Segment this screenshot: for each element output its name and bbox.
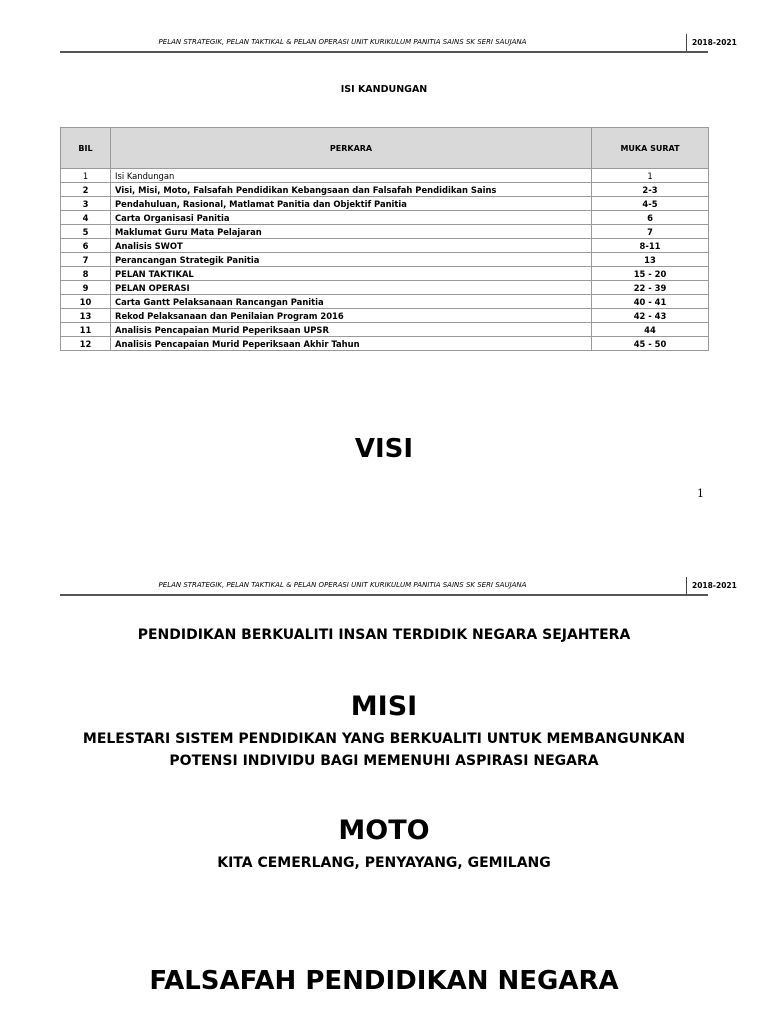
toc-cell-muka-surat: 44	[592, 323, 709, 337]
toc-cell-muka-surat: 13	[592, 253, 709, 267]
toc-cell-perkara: Pendahuluan, Rasional, Matlamat Panitia dan Objektif Panitia	[111, 197, 592, 211]
header-title: PELAN STRATEGIK, PELAN TAKTIKAL & PELAN OPERASI UNIT KURIKULUM PANITIA SAINS SK SERI SAUJANA	[158, 38, 527, 46]
toc-cell-bil: 13	[61, 309, 111, 323]
toc-cell-perkara: Perancangan Strategik Panitia	[111, 253, 592, 267]
toc-cell-muka-surat: 2-3	[592, 183, 709, 197]
toc-row	[61, 309, 709, 323]
toc-cell-bil: 6	[61, 239, 111, 253]
moto-text: KITA CEMERLANG, PENYAYANG, GEMILANG	[217, 855, 551, 871]
header-divider	[686, 577, 687, 595]
toc-cell-muka-surat: 1	[592, 169, 709, 183]
toc-cell-bil: 12	[61, 337, 111, 351]
toc-cell-bil: 7	[61, 253, 111, 267]
toc-title: ISI KANDUNGAN	[340, 84, 428, 95]
toc-cell-perkara: Maklumat Guru Mata Pelajaran	[111, 225, 592, 239]
toc-cell-muka-surat: 6	[592, 211, 709, 225]
visi-heading: VISI	[354, 434, 414, 464]
toc-cell-perkara: Visi, Misi, Moto, Falsafah Pendidikan Kebangsaan dan Falsafah Pendidikan Sains	[111, 183, 592, 197]
toc-row	[61, 225, 709, 239]
toc-row	[61, 183, 709, 197]
toc-header-bil: BIL	[61, 128, 111, 169]
toc-cell-perkara: PELAN OPERASI	[111, 281, 592, 295]
toc-table	[60, 127, 709, 351]
toc-cell-muka-surat: 22 - 39	[592, 281, 709, 295]
header-rule	[60, 594, 708, 596]
toc-row	[61, 239, 709, 253]
toc-cell-perkara: Rekod Pelaksanaan dan Penilaian Program 2016	[111, 309, 592, 323]
falsafah-heading: FALSAFAH PENDIDIKAN NEGARA	[149, 966, 619, 996]
misi-text-line-2: POTENSI INDIVIDU BAGI MEMENUHI ASPIRASI NEGARA	[169, 753, 599, 769]
header-title: PELAN STRATEGIK, PELAN TAKTIKAL & PELAN OPERASI UNIT KURIKULUM PANITIA SAINS SK SERI SAUJANA	[158, 581, 527, 589]
toc-cell-bil: 5	[61, 225, 111, 239]
toc-cell-perkara: Analisis SWOT	[111, 239, 592, 253]
toc-cell-bil: 4	[61, 211, 111, 225]
toc-cell-bil: 3	[61, 197, 111, 211]
toc-cell-perkara: Analisis Pencapaian Murid Peperiksaan UPSR	[111, 323, 592, 337]
toc-cell-perkara: Carta Gantt Pelaksanaan Rancangan Panitia	[111, 295, 592, 309]
toc-header-muka-surat: MUKA SURAT	[592, 128, 709, 169]
toc-cell-bil: 11	[61, 323, 111, 337]
toc-cell-muka-surat: 8-11	[592, 239, 709, 253]
header-divider	[686, 34, 687, 52]
toc-row	[61, 337, 709, 351]
toc-cell-perkara: Isi Kandungan	[111, 169, 592, 183]
toc-row	[61, 295, 709, 309]
toc-cell-bil: 10	[61, 295, 111, 309]
header-years: 2018-2021	[692, 581, 737, 590]
running-header-page-2	[60, 577, 737, 595]
header-years: 2018-2021	[692, 38, 737, 47]
toc-cell-perkara: Carta Organisasi Panitia	[111, 211, 592, 225]
misi-text-line-1: MELESTARI SISTEM PENDIDIKAN YANG BERKUALITI UNTUK MEMBANGUNKAN	[82, 731, 686, 747]
header-rule	[60, 51, 708, 53]
toc-row	[61, 267, 709, 281]
toc-cell-muka-surat: 45 - 50	[592, 337, 709, 351]
misi-heading: MISI	[350, 691, 418, 722]
toc-header-row	[61, 128, 709, 169]
toc-cell-bil: 8	[61, 267, 111, 281]
toc-cell-muka-surat: 42 - 43	[592, 309, 709, 323]
page-number: 1	[697, 487, 704, 500]
toc-cell-muka-surat: 7	[592, 225, 709, 239]
toc-row	[61, 197, 709, 211]
toc-cell-perkara: PELAN TAKTIKAL	[111, 267, 592, 281]
toc-cell-muka-surat: 40 - 41	[592, 295, 709, 309]
toc-row	[61, 253, 709, 267]
toc-cell-bil: 2	[61, 183, 111, 197]
toc-row	[61, 281, 709, 295]
toc-header-perkara: PERKARA	[111, 128, 592, 169]
toc-row	[61, 169, 709, 183]
toc-cell-muka-surat: 4-5	[592, 197, 709, 211]
toc-row	[61, 323, 709, 337]
toc-cell-bil: 1	[61, 169, 111, 183]
toc-row	[61, 211, 709, 225]
toc-cell-perkara: Analisis Pencapaian Murid Peperiksaan Akhir Tahun	[111, 337, 592, 351]
moto-heading: MOTO	[338, 815, 430, 846]
running-header-page-1	[60, 34, 737, 52]
toc-cell-bil: 9	[61, 281, 111, 295]
toc-cell-muka-surat: 15 - 20	[592, 267, 709, 281]
visi-text: PENDIDIKAN BERKUALITI INSAN TERDIDIK NEGARA SEJAHTERA	[137, 627, 631, 643]
